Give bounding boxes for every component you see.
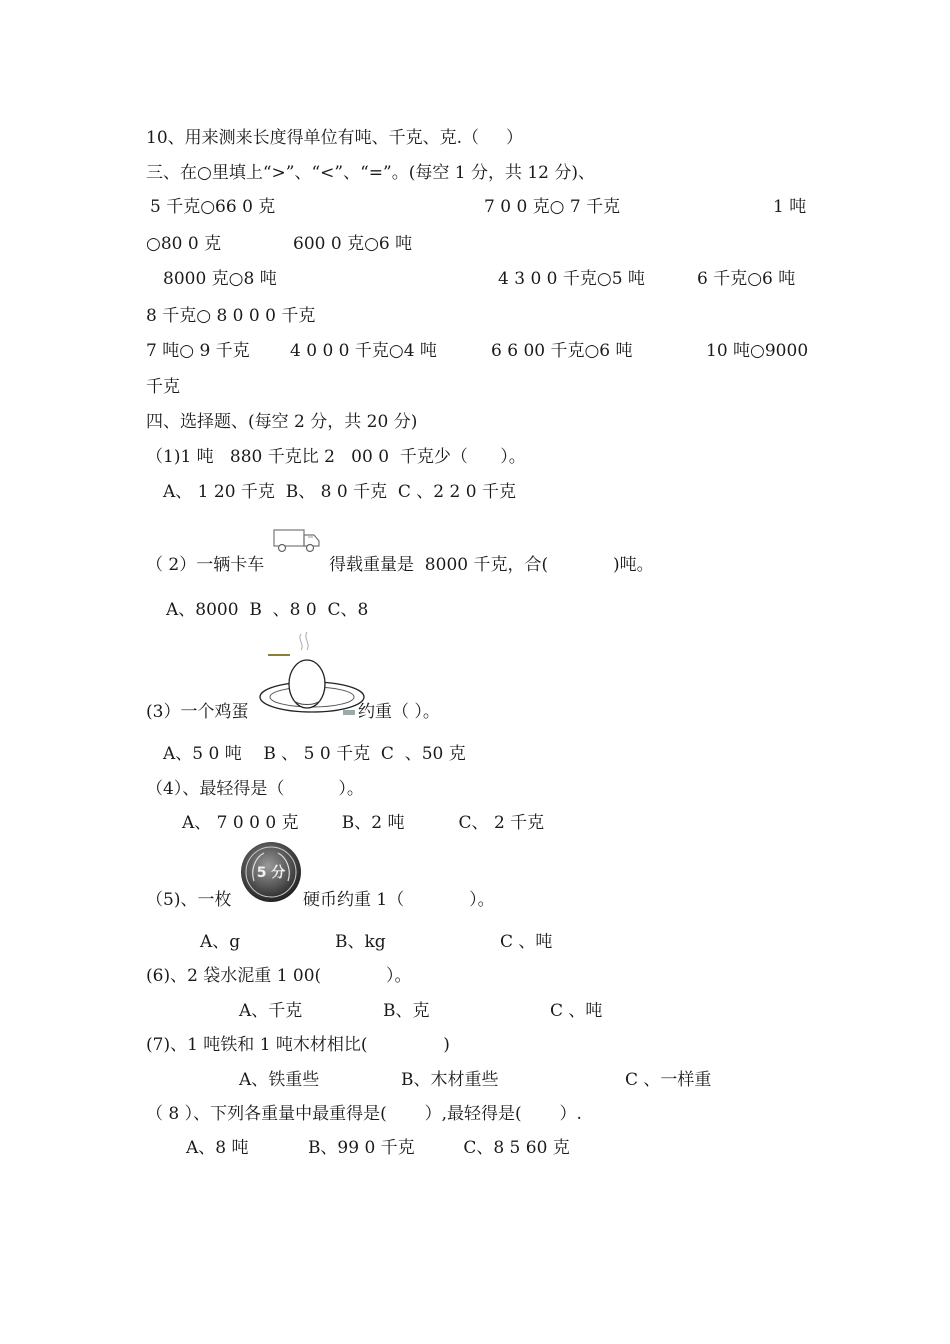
question-2-lead: （ 2）一辆卡车 [146, 555, 265, 575]
coin-label: 5 分 [256, 865, 286, 881]
question-3-lead: (3）一个鸡蛋 [146, 702, 249, 722]
question-5-lead: （5)、一枚 [146, 890, 232, 910]
compare-item: 6 6 00 千克○6 吨 [491, 341, 633, 361]
question-6-option-a: A、千克 [239, 1001, 303, 1021]
truck-icon [272, 527, 322, 555]
question-5-option-c: C 、吨 [500, 932, 553, 952]
compare-item: ○80 0 克 [146, 234, 222, 254]
compare-item: 600 0 克○6 吨 [293, 234, 413, 254]
compare-item: 6 千克○6 吨 [697, 269, 796, 289]
question-3-rest: 约重（ ）。 [358, 702, 440, 722]
question-4: （4）、最轻得是（ ）。 [146, 779, 364, 799]
section-3-title: 三、在○里填上“>”、“<”、“=”。(每空 1 分，共 12 分)、 [146, 163, 596, 183]
coin-icon [240, 841, 302, 903]
compare-item: 7 0 0 克○ 7 千克 [484, 197, 621, 217]
question-5-option-a: A、g [200, 932, 241, 952]
compare-item: 千克 [146, 377, 180, 397]
question-2-options: A、8000 B 、8 0 C、8 [166, 600, 369, 620]
question-8-options: A、8 吨 B、99 0 千克 C、8 5 60 克 [186, 1138, 570, 1158]
question-10: 10、用来测来长度得单位有吨、千克、克.（ ） [146, 128, 524, 148]
question-7-option-a: A、铁重些 [239, 1070, 320, 1090]
compare-item: 1 吨 [773, 197, 807, 217]
question-3-options: A、5 0 吨 B 、 5 0 千克 C 、50 克 [163, 744, 466, 764]
question-4-options: A、 7 0 0 0 克 B、2 吨 C、 2 千克 [182, 813, 545, 833]
compare-item: 5 千克○66 0 克 [150, 197, 276, 217]
question-1: （1)1 吨 880 千克比 2 00 0 千克少（ ）。 [146, 447, 526, 467]
compare-item: 8000 克○8 吨 [163, 269, 277, 289]
compare-item: 7 吨○ 9 千克 [146, 341, 250, 361]
question-1-options: A、 1 20 千克 B、 8 0 千克 C 、2 2 0 千克 [163, 482, 516, 502]
egg-on-plate-icon [257, 630, 367, 722]
question-2-rest: 得载重量是 8000 千克，合( )吨。 [329, 555, 654, 575]
compare-item: 10 吨○9000 [706, 341, 809, 361]
compare-item: 4 3 0 0 千克○5 吨 [498, 269, 645, 289]
question-6: (6)、2 袋水泥重 1 00( ）。 [146, 966, 412, 986]
question-8: （ 8 ）、下列各重量中最重得是( ）,最轻得是( ）. [146, 1104, 582, 1124]
question-6-option-b: B、克 [383, 1001, 430, 1021]
compare-item: 4 0 0 0 千克○4 吨 [290, 341, 437, 361]
section-4-title: 四、选择题、(每空 2 分，共 20 分) [146, 412, 418, 432]
question-6-option-c: C 、吨 [550, 1001, 603, 1021]
question-7-option-b: B、木材重些 [401, 1070, 499, 1090]
compare-item: 8 千克○ 8 0 0 0 千克 [146, 306, 316, 326]
question-7: (7)、1 吨铁和 1 吨木材相比( ) [146, 1035, 450, 1055]
question-5-rest: 硬币约重 1（ ）。 [303, 890, 495, 910]
question-5-option-b: B、kg [335, 932, 386, 952]
question-7-option-c: C 、一样重 [625, 1070, 712, 1090]
